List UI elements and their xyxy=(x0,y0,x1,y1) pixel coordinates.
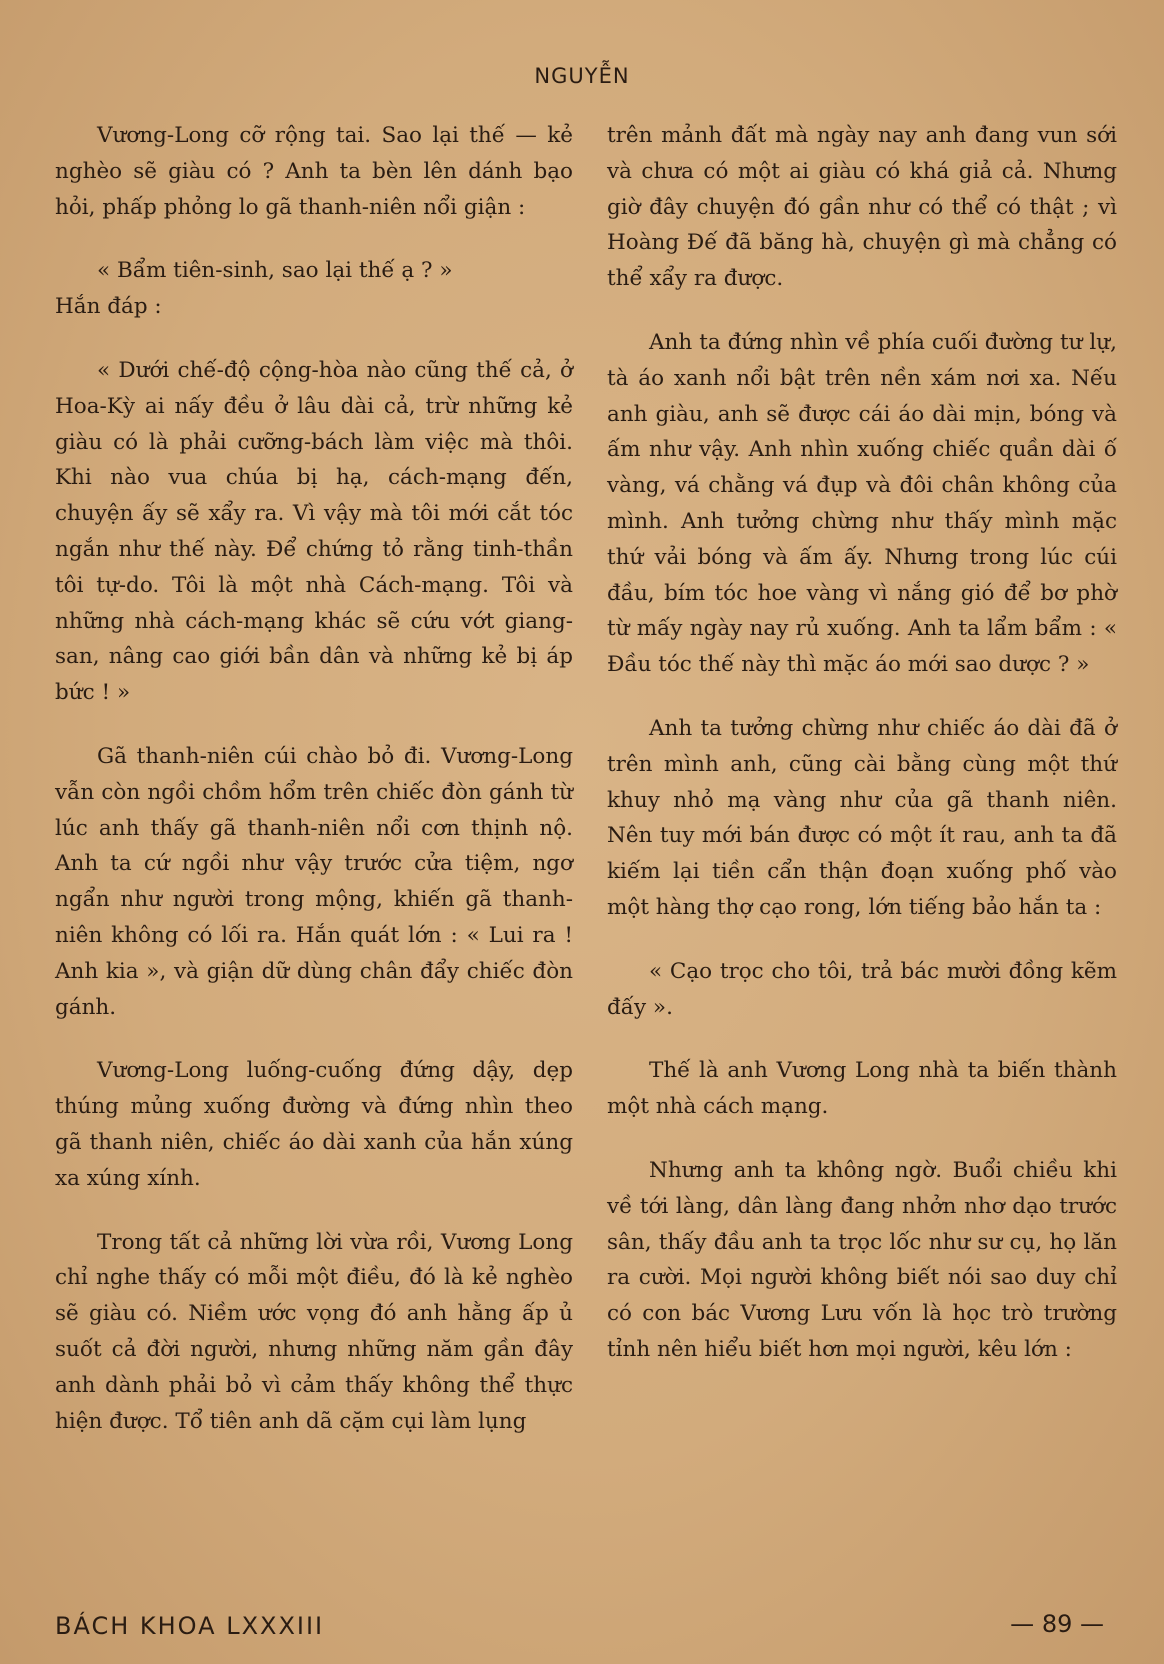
running-header: NGUYỄN xyxy=(534,64,630,88)
paragraph: « Dưới chế-độ cộng-hòa nào cũng thế cả, ở Hoa-Kỳ ai nấy đều ở lâu dài cả, trừ những kẻ giàu có là phải cưỡng-bách làm việc mà thôi. Khi nào vua chúa bị hạ, cách-mạng đến, chuyện ấy sẽ xẩy ra. Vì vậy mà tôi mới cắt tóc ngắn như thế này. Để chứng tỏ rằng tinh-thần tôi tự-do. Tôi là một nhà Cách-mạng. Tôi và những nhà cách-mạng khác sẽ cứu vớt giang-san, nâng cao giới bần dân và những kẻ bị áp bức ! » xyxy=(55,357,573,706)
paragraph: Trong tất cả những lời vừa rồi, Vương Long chỉ nghe thấy có mỗi một điều, đó là kẻ nghèo sẽ giàu có. Niềm ước vọng đó anh hằng ấp ủ suốt cả đời người, nhưng những năm gần đây anh dành phải bỏ vì cảm thấy không thể thực hiện được. Tổ tiên anh dã cặm cụi làm lụng xyxy=(55,1229,573,1434)
right-column xyxy=(607,118,1117,1368)
paragraph: « Cạo trọc cho tôi, trả bác mười đồng kẽm đấy ». xyxy=(607,958,1117,1020)
paragraph: Thế là anh Vương Long nhà ta biến thành một nhà cách mạng. xyxy=(607,1058,1117,1120)
paragraph: Hắn đáp : xyxy=(55,294,162,320)
paragraph: Vương-Long cỡ rộng tai. Sao lại thế — kẻ nghèo sẽ giàu có ? Anh ta bèn lên dánh bạo hỏi, phấp phỏng lo gã thanh-niên nổi giận : xyxy=(55,123,573,220)
page-number: — 89 — xyxy=(1010,1610,1104,1638)
paragraph: Anh ta tưởng chừng như chiếc áo dài đã ở trên mình anh, cũng cài bằng cùng một thứ khuy nhỏ mạ vàng như của gã thanh niên. Nên tuy mới bán được có một ít rau, anh ta đã kiếm lại tiền cẩn thận đoạn xuống phố vào một hàng thợ cạo rong, lớn tiếng bảo hắn ta : xyxy=(607,715,1117,920)
left-column xyxy=(55,118,573,1439)
paragraph: « Bẩm tiên-sinh, sao lại thế ạ ? » xyxy=(97,258,453,284)
magazine-issue: BÁCH KHOA LXXXIII xyxy=(55,1612,325,1640)
paragraph: Gã thanh-niên cúi chào bỏ đi. Vương-Long vẫn còn ngồi chồm hổm trên chiếc đòn gánh từ lúc anh thấy gã thanh-niên nổi cơn thịnh nộ. Anh ta cứ ngồi như vậy trước cửa tiệm, ngơ ngẩn như người trong mộng, khiến gã thanh-niên không có lối ra. Hắn quát lớn : « Lui ra ! Anh kia », và giận dữ dùng chân đẩy chiếc đòn gánh. xyxy=(55,743,573,1020)
paragraph: Anh ta đứng nhìn về phía cuối đường tư lự, tà áo xanh nổi bật trên nền xám nơi xa. Nếu anh giàu, anh sẽ được cái áo dài mịn, bóng và ấm như vậy. Anh nhìn xuống chiếc quần dài ố vàng, vá chằng vá đụp và đôi chân không của mình. Anh tưởng chừng như thấy mình mặc thứ vải bóng và ấm ấy. Nhưng trong lúc cúi đầu, bím tóc hoe vàng vì nắng gió để bơ phờ từ mấy ngày nay rủ xuống. Anh ta lẩm bẩm : « Đầu tóc thế này thì mặc áo mới sao dược ? » xyxy=(607,329,1117,678)
paragraph: Vương-Long luống-cuống đứng dậy, dẹp thúng mủng xuống đường và đứng nhìn theo gã thanh niên, chiếc áo dài xanh của hắn xúng xa xúng xính. xyxy=(55,1058,573,1191)
paragraph: trên mảnh đất mà ngày nay anh đang vun sới và chưa có một ai giàu có khá giả cả. Nhưng giờ đây chuyện đó gần như có thể có thật ; vì Hoàng Đế đã băng hà, chuyện gì mà chẳng có thể xẩy ra được. xyxy=(607,123,1117,292)
paragraph: Nhưng anh ta không ngờ. Buổi chiều khi về tới làng, dân làng đang nhởn nhơ dạo trước sân, thấy đầu anh ta trọc lốc như sư cụ, họ lăn ra cười. Mọi người không biết nói sao duy chỉ có con bác Vương Lưu vốn là học trò trường tỉnh nên hiểu biết hơn mọi người, kêu lớn : xyxy=(607,1157,1117,1362)
